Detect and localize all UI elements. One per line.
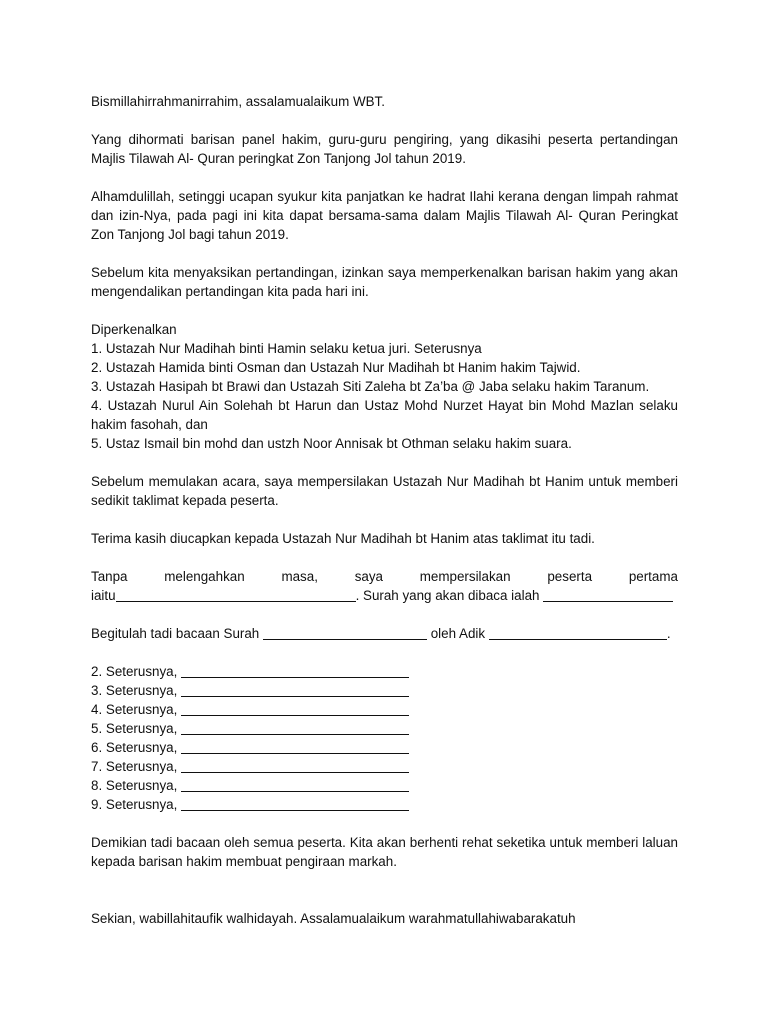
surah-blank[interactable]	[263, 625, 427, 640]
first-participant-paragraph	[91, 567, 678, 605]
participant-blank[interactable]	[489, 625, 667, 640]
briefing-paragraph: Sebelum memulakan acara, saya mempersilakan Ustazah Nur Madihah bt Hanim untuk memberi sedikit taklimat kepada peserta.	[91, 474, 678, 508]
judge-item: 1. Ustazah Nur Madihah binti Hamin selaku ketua juri. Seterusnya	[91, 341, 482, 356]
next-item-blank[interactable]	[181, 777, 409, 792]
next-item-blank[interactable]	[181, 682, 409, 697]
next-participants-list	[91, 662, 678, 814]
judge-item: 2. Ustazah Hamida binti Osman dan Ustazah Nur Madihah bt Hanim hakim Tajwid.	[91, 360, 581, 375]
next-item: 8. Seterusnya,	[91, 776, 678, 795]
intro-paragraph: Sebelum kita menyaksikan pertandingan, izinkan saya memperkenalkan barisan hakim yang akan mengendalikan pertandingan kita pada hari ini.	[91, 265, 678, 299]
judges-list	[91, 320, 678, 453]
judge-item: 3. Ustazah Hasipah bt Brawi dan Ustazah Siti Zaleha bt Za’ba @ Jaba selaku hakim Taranum.	[91, 379, 650, 394]
break-paragraph: Demikian tadi bacaan oleh semua peserta. Kita akan berhenti rehat seketika untuk memberi laluan kepada barisan hakim membuat pengiraan markah.	[91, 835, 678, 869]
participant-name-blank[interactable]	[116, 587, 356, 602]
next-item-blank[interactable]	[181, 663, 409, 678]
greeting: Bismillahirrahmanirrahim, assalamualaikum WBT.	[91, 94, 385, 109]
next-item-blank[interactable]	[181, 758, 409, 773]
first-participant-line-2: iaitu . Surah yang akan dibaca ialah	[91, 586, 678, 605]
surah-name-blank[interactable]	[543, 587, 673, 602]
recitation-line: Begitulah tadi bacaan Surah oleh Adik .	[91, 626, 671, 641]
next-item: 4. Seterusnya,	[91, 700, 678, 719]
next-item-blank[interactable]	[181, 796, 409, 811]
next-item: 6. Seterusnya,	[91, 738, 678, 757]
next-item-blank[interactable]	[181, 701, 409, 716]
judge-item: 5. Ustaz Ismail bin mohd dan ustzh Noor Annisak bt Othman selaku hakim suara.	[91, 436, 572, 451]
judge-item: 4. Ustazah Nurul Ain Solehah bt Harun dan Ustaz Mohd Nurzet Hayat bin Mohd Mazlan selaku hakim fasohah, dan	[91, 398, 678, 432]
next-item: 7. Seterusnya,	[91, 757, 678, 776]
document-page	[91, 92, 678, 928]
first-participant-line-1: Tanpa melengahkan masa, saya mempersilakan peserta pertama	[91, 569, 678, 584]
next-item: 5. Seterusnya,	[91, 719, 678, 738]
address-paragraph: Yang dihormati barisan panel hakim, guru-guru pengiring, yang dikasihi peserta pertandingan Majlis Tilawah Al- Quran peringkat Zon Tanjong Jol tahun 2019.	[91, 132, 678, 166]
next-item-blank[interactable]	[181, 720, 409, 735]
next-item-blank[interactable]	[181, 739, 409, 754]
next-item: 3. Seterusnya,	[91, 681, 678, 700]
thanks-paragraph: Terima kasih diucapkan kepada Ustazah Nur Madihah bt Hanim atas taklimat itu tadi.	[91, 531, 595, 546]
next-item: 9. Seterusnya,	[91, 795, 678, 814]
judges-heading: Diperkenalkan	[91, 322, 177, 337]
closing: Sekian, wabillahitaufik walhidayah. Assalamualaikum warahmatullahiwabarakatuh	[91, 911, 576, 926]
gratitude-paragraph: Alhamdulillah, setinggi ucapan syukur kita panjatkan ke hadrat Ilahi kerana dengan limpah rahmat dan izin-Nya, pada pagi ini kita dapat bersama-sama dalam Majlis Tilawah Al- Quran Peringkat Zon Tanjong Jol bagi tahun 2019.	[91, 189, 678, 242]
next-item: 2. Seterusnya,	[91, 662, 678, 681]
